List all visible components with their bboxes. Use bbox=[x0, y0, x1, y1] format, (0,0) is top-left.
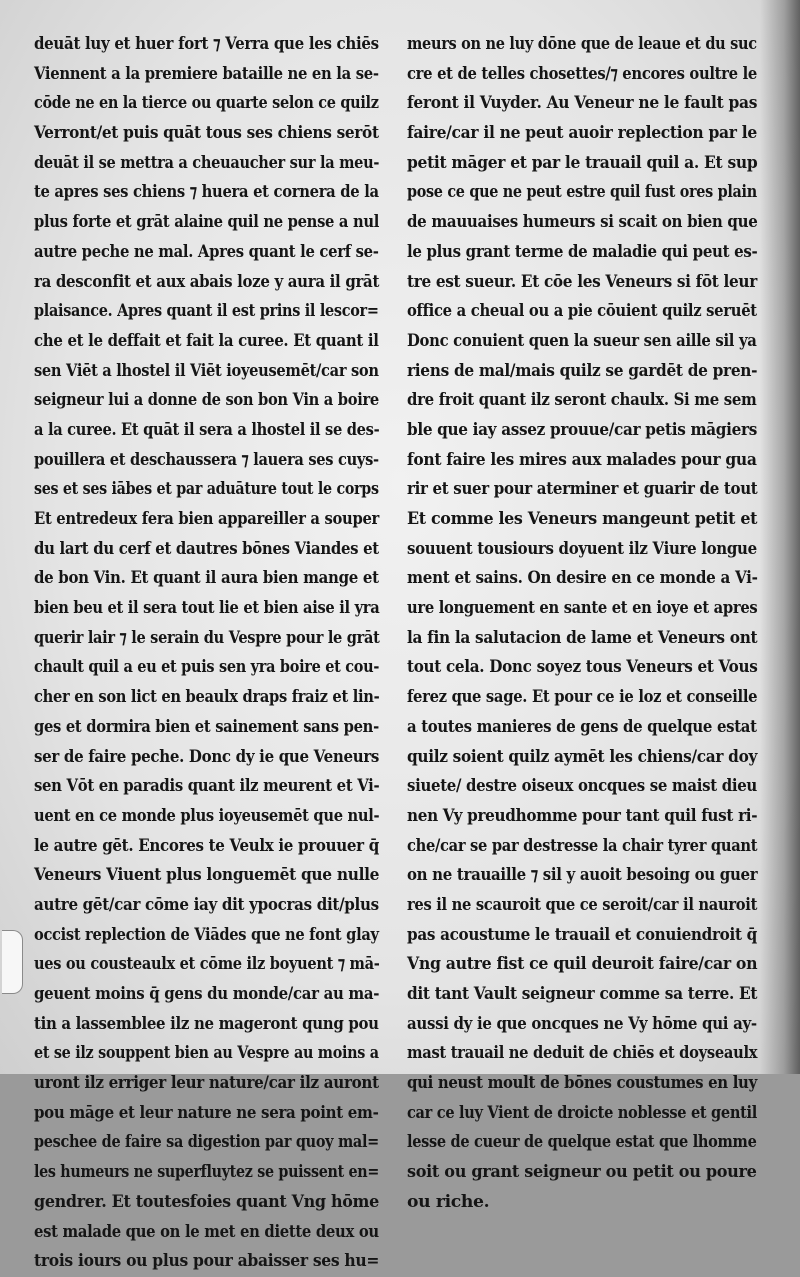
text-line: est malade que on le met en diette deux ou bbox=[34, 1221, 379, 1242]
right-text-column bbox=[407, 30, 758, 1218]
text-line: ues ou cousteaulx et cōme ilz boyuent ⁊ mā- bbox=[34, 954, 380, 975]
text-line: pose ce que ne peut estre quil fust ores plain bbox=[407, 182, 757, 203]
text-line: ser de faire peche. Donc dy ie que Veneurs bbox=[34, 746, 380, 767]
text-line: cōde ne en la tierce ou quarte selon ce quilz bbox=[34, 93, 379, 114]
text-line: Donc conuient quen la sueur sen aille sil ya bbox=[407, 330, 757, 351]
text-line: uent en ce monde plus ioyeusemēt que nul- bbox=[34, 805, 380, 826]
text-line: chault quil a eu et puis sen yra boire et cou- bbox=[34, 657, 380, 678]
text-line: uront ilz erriger leur nature/car ilz auront bbox=[34, 1073, 379, 1094]
text-line: de mauuaises humeurs si scait on bien que bbox=[407, 212, 758, 233]
text-line: soit ou grant seigneur ou petit ou poure bbox=[407, 1162, 757, 1183]
text-line: faire/car il ne peut auoir replection par le bbox=[407, 123, 757, 144]
text-line: tre est sueur. Et cōe les Veneurs si fōt leur bbox=[407, 271, 757, 292]
text-line: siuete/ destre oiseux oncques se maist dieu bbox=[407, 776, 757, 797]
text-line: dre froit quant ilz seront chaulx. Si me sem bbox=[407, 390, 757, 411]
page-tab-marker bbox=[2, 930, 23, 994]
text-line: autre gēt/car cōme iay dit ypocras dit/plus bbox=[34, 894, 379, 915]
text-line: ses et ses iābes et par aduāture tout le corps bbox=[34, 479, 379, 500]
text-line: feront il Vuyder. Au Veneur ne le fault pas bbox=[407, 93, 758, 114]
text-line: sen Vōt en paradis quant ilz meurent et Vi- bbox=[34, 776, 380, 797]
text-line: le autre gēt. Encores te Veulx ie prouuer q̄ bbox=[34, 835, 379, 856]
text-line: ment et sains. On desire en ce monde a Vi- bbox=[407, 568, 758, 589]
text-line: du lart du cerf et dautres bōnes Viandes et bbox=[34, 538, 379, 559]
text-line: che et le deffait et fait la curee. Et quant il bbox=[34, 330, 379, 351]
text-line: gendrer. Et toutesfoies quant Vng hōme bbox=[34, 1191, 379, 1212]
text-line: pas acoustume le trauail et conuiendroit q̄ bbox=[407, 924, 757, 945]
text-line: meurs on ne luy dōne que de leaue et du suc bbox=[407, 34, 757, 54]
text-line: Et entredeux fera bien appareiller a souper bbox=[34, 509, 380, 529]
text-line: pou māge et leur nature ne sera point em- bbox=[34, 1102, 379, 1123]
text-line: plus forte et grāt alaine quil ne pense a nul bbox=[34, 212, 380, 233]
text-line: plaisance. Apres quant il est prins il lescor= bbox=[34, 301, 379, 322]
text-line: font faire les mires aux malades pour gua bbox=[407, 449, 757, 470]
text-line: tout cela. Donc soyez tous Veneurs et Vous bbox=[407, 657, 758, 678]
text-line: Et comme les Veneurs mangeunt petit et bbox=[407, 509, 758, 529]
text-line: ferez que sage. Et pour ce ie loz et conseille bbox=[407, 687, 758, 708]
text-line: Viennent a la premiere bataille ne en la se- bbox=[34, 63, 379, 84]
text-line: rir et suer pour aterminer et guarir de tout bbox=[407, 479, 758, 500]
text-line: a la curee. Et quāt il sera a lhostel il se des- bbox=[34, 419, 380, 440]
text-line: quilz soient quilz aymēt les chiens/car doy bbox=[407, 746, 758, 767]
text-line: de bon Vin. Et quant il aura bien mange et bbox=[34, 568, 379, 589]
text-line: office a cheual ou a pie cōuient quilz seruēt bbox=[407, 301, 757, 322]
text-line: occist replection de Viādes que ne font glay bbox=[34, 924, 379, 945]
text-line: car ce luy Vient de droicte noblesse et gentil bbox=[407, 1102, 757, 1123]
text-line: riens de mal/mais quilz se gardēt de pren- bbox=[407, 360, 758, 381]
page-gutter-shadow bbox=[760, 0, 800, 1074]
text-line: qui neust moult de bōnes coustumes en luy bbox=[407, 1073, 757, 1094]
text-line: ou riche. bbox=[407, 1191, 490, 1212]
text-line: la fin la salutacion de lame et Veneurs ont bbox=[407, 627, 758, 648]
text-line: pouillera et deschaussera ⁊ lauera ses cuys- bbox=[34, 449, 379, 470]
left-text-column bbox=[34, 30, 379, 1277]
text-line: lesse de cueur de quelque estat que lhomme bbox=[407, 1132, 757, 1153]
text-line: deuāt luy et huer fort ⁊ Verra que les chiēs bbox=[34, 34, 379, 54]
text-line: peschee de faire sa digestion par quoy mal= bbox=[34, 1132, 379, 1153]
text-line: Veneurs Viuent plus longuemēt que nulle bbox=[34, 865, 380, 886]
text-line: dit tant Vault seigneur comme sa terre. Et bbox=[407, 984, 758, 1004]
text-line: souuent tousiours doyuent ilz Viure longue bbox=[407, 538, 757, 559]
text-line: aussi dy ie que oncques ne Vy hōme qui ay- bbox=[407, 1013, 757, 1034]
text-line: deuāt il se mettra a cheuaucher sur la meu- bbox=[34, 152, 380, 173]
text-line: cher en son lict en beaulx draps fraiz et lin- bbox=[34, 687, 380, 708]
text-line: sen Viēt a lhostel il Viēt ioyeusemēt/car son bbox=[34, 360, 379, 381]
text-line: cre et de telles chosettes/⁊ encores oultre le bbox=[407, 63, 757, 84]
text-line: ure longuement en sante et en ioye et apres bbox=[407, 598, 758, 619]
text-line: Verront/et puis quāt tous ses chiens serōt bbox=[34, 123, 379, 144]
text-line: tin a lassemblee ilz ne mageront qung pou bbox=[34, 1013, 379, 1034]
text-line: trois iours ou plus pour abaisser ses hu= bbox=[34, 1251, 380, 1272]
text-line: ra desconfit et aux abais loze y aura il grāt bbox=[34, 271, 380, 292]
text-line: querir lair ⁊ le serain du Vespre pour le grāt bbox=[34, 627, 380, 648]
text-line: bien beu et il sera tout lie et bien aise il yra bbox=[34, 598, 380, 619]
text-line: ges et dormira bien et sainement sans pen- bbox=[34, 716, 379, 737]
text-line: te apres ses chiens ⁊ huera et cornera de la bbox=[34, 182, 379, 203]
text-line: mast trauail ne deduit de chiēs et doyseaulx bbox=[407, 1043, 758, 1064]
text-line: ble que iay assez prouue/car petis māgiers bbox=[407, 419, 757, 440]
text-line: autre peche ne mal. Apres quant le cerf se- bbox=[34, 241, 379, 262]
text-line: seigneur lui a donne de son bon Vin a boire bbox=[34, 390, 379, 411]
text-line: et se ilz souppent bien au Vespre au moins a bbox=[34, 1043, 379, 1064]
text-line: Vng autre fist ce quil deuroit faire/car on bbox=[407, 954, 758, 975]
text-line: geuent moins q̄ gens du monde/car au ma- bbox=[34, 984, 380, 1004]
text-line: on ne trauaille ⁊ sil y auoit besoing ou guer bbox=[407, 865, 758, 886]
text-line: che/car se par destresse la chair tyrer quant bbox=[407, 835, 758, 856]
text-line: petit māger et par le trauail quil a. Et sup bbox=[407, 152, 758, 173]
text-line: le plus grant terme de maladie qui peut es- bbox=[407, 241, 758, 262]
text-line: les humeurs ne superfluytez se puissent en= bbox=[34, 1162, 380, 1183]
text-line: a toutes manieres de gens de quelque estat bbox=[407, 716, 757, 737]
text-line: nen Vy preudhomme pour tant quil fust ri- bbox=[407, 805, 758, 826]
text-line: res il ne scauroit que ce seroit/car il nauroit bbox=[407, 894, 758, 915]
